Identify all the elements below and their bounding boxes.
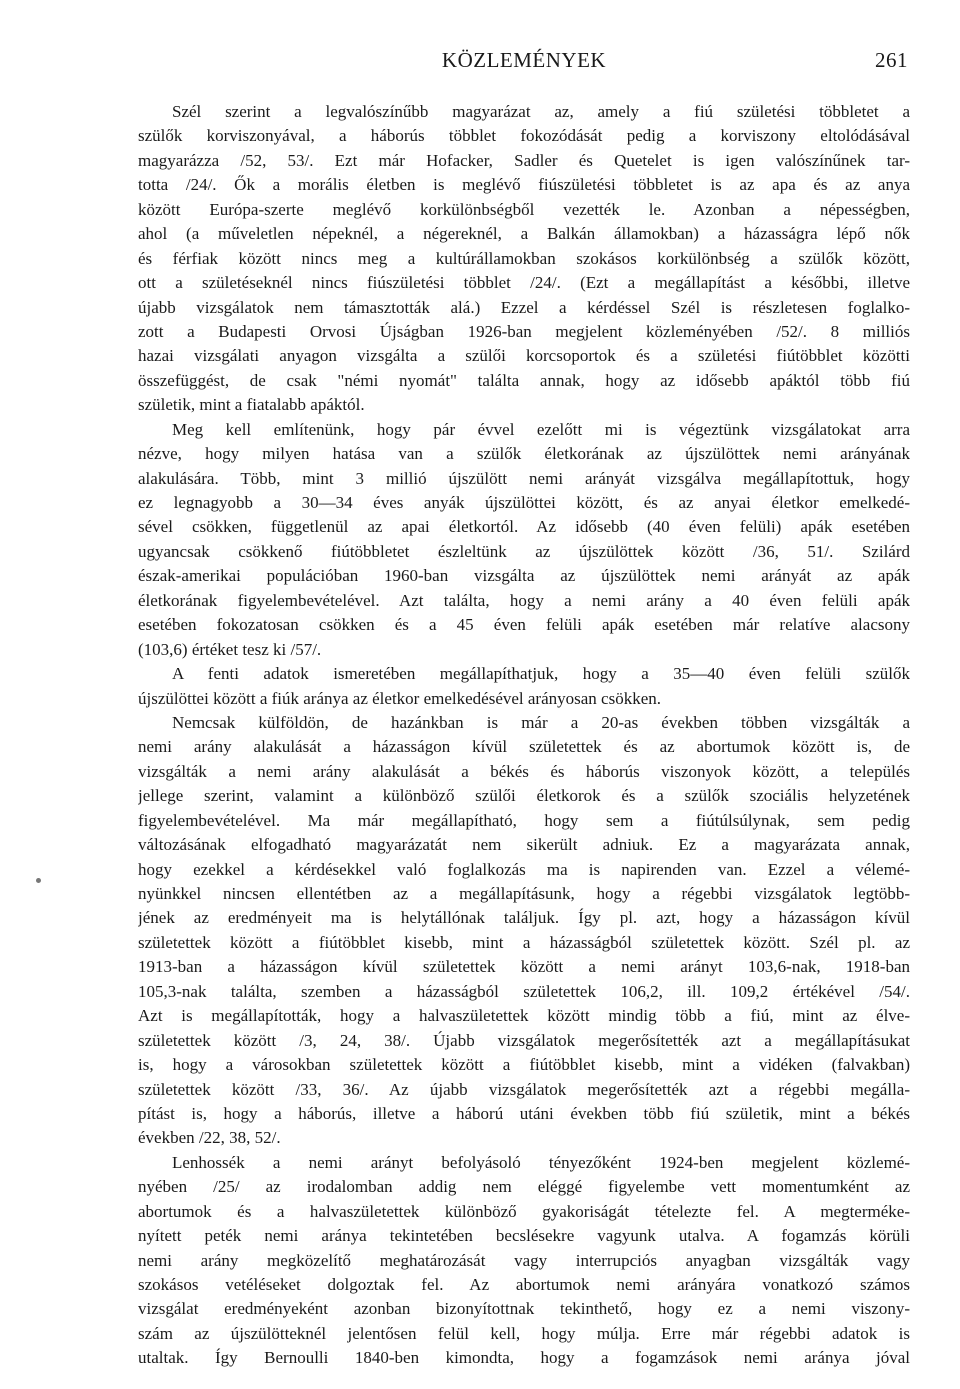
text-line: születettek között /3, 24, 38/. Újabb vizsgálatok megerősítették azt a megállapításukat [138, 1030, 910, 1050]
text-line: Lenhossék a nemi arányt befolyásoló tényezőként 1924-ben megjelent közlemé- [172, 1152, 910, 1172]
text-line: alakulására. Több, mint 3 millió újszülött nemi arányát vizsgálva megállapítottuk, hogy [138, 468, 910, 488]
text-line: ugyancsak csökkenő fiútöbbletet észleltünk az újszülöttek között /36, 51/. Szilárd [138, 541, 910, 561]
body-text [138, 100, 910, 1371]
text-line: ott a születéseknél nincs fiúszületési többlet /24/. (Ezt a megállapítást a későbbi, illetve [138, 273, 910, 293]
text-line: észak-amerikai populációban 1960-ban vizsgálta az újszülöttek nemi arányát az apák [138, 566, 910, 586]
text-line: jének az eredményeit ma is helytállónak találjuk. Így pl. azt, hogy a házasságon kívül [138, 908, 910, 928]
text-line: zott a Budapesti Orvosi Újságban 1926-ban megjelent közleményében /52/. 8 milliós [138, 321, 910, 341]
text-line: vizsgálat eredményeként azonban bizonyítottnak tekinthető, hogy ez a nemi viszony- [138, 1299, 910, 1319]
text-line: és férfiak között nincs meg a kultúrállamokban szokásos korkülönbség a szülők között, [138, 248, 910, 268]
text-line: születettek között /33, 36/. Az újabb vizsgálatok megerősítették azt a régebbi megálla- [138, 1079, 910, 1099]
text-line: Meg kell említenünk, hogy pár évvel ezelőtt mi is végeztünk vizsgálatokat arra [172, 419, 910, 439]
text-line: Azt is megállapították, hogy a halvaszületettek között mindig több a fiú, mint az élve- [138, 1006, 910, 1026]
text-line: abortumok és a halvaszületettek különböző gyakoriságát tételezte fel. A megterméke- [138, 1201, 910, 1221]
text-line: vizsgálták a nemi arány alakulását a békés és háborús viszonyok között, a település [138, 761, 910, 781]
text-line: Nemcsak külföldön, de hazánkban is már a 20-as években többen vizsgálták a [172, 712, 910, 732]
text-line: között Európa-szerte meglévő korkülönbségből vezették le. Azonban a népességben, [138, 199, 910, 219]
text-line: születettek között a fiútöbblet kisebb, mint a házasságból születettek között. Szél pl. az [138, 932, 910, 952]
text-line: években /22, 38, 52/. [138, 1128, 281, 1148]
text-line: 105,3-nak találta, szemben a házasságból születettek 106,2, ill. 109,2 értékével /54/. [138, 981, 910, 1001]
text-line: utaltak. Így Bernoulli 1840-ben kimondta, hogy a fogamzások nemi aránya jóval [138, 1348, 910, 1368]
text-line: nemi arány megközelítő meghatározását vagy interrupciós anyagban vizsgálták vagy [138, 1250, 910, 1270]
text-line: A fenti adatok ismeretében megállapíthatjuk, hogy a 35—40 éven felüli szülők [172, 664, 910, 684]
text-line: hazai vizsgálati anyagon vizsgálta a szülői korcsoportok és a születési fiútöbblet közötti [138, 346, 910, 366]
text-line: ahol (a műveletlen népeknél, a négereknél, a Balkán államokban) a házasságra lépő nők [138, 224, 910, 244]
text-line: szokásos vetéléseket dolgoztak fel. Az abortumok nemi arányára vonatkozó számos [138, 1275, 910, 1294]
running-head-title: KÖZLEMÉNYEK [441, 48, 607, 72]
text-line: változásának elfogadható magyarázatát nem sikerült adniuk. Ez a magyarázata annak, [138, 835, 910, 855]
text-line: figyelembevételével. Ma már megállapítható, hogy sem a fiútúlsúlynak, sem pedig [138, 810, 910, 830]
text-line: életkorának figyelembevételével. Azt találta, hogy a nemi arány a 40 éven felüli apák [138, 590, 910, 610]
text-line: jellege szerint, valamint a különböző szülői életkorok és a szülők szociális helyzetének [138, 786, 910, 806]
text-line: szülők korviszonyával, a háborús többlet fokozódását pedig a korviszony eltolódásával [138, 126, 910, 146]
text-line: 1913-ban a házasságon kívül születettek között a nemi arányt 103,6-nak, 1918-ban [138, 957, 910, 977]
text-line: nyében /25/ az irodalomban addig nem eléggé figyelembe vett momentumként az [138, 1177, 910, 1197]
page [138, 44, 910, 1371]
page-number: 261 [875, 48, 908, 72]
text-line: magyarázza /52, 53/. Ezt már Hofacker, Sadler és Quetelet is igen valószínűnek tar- [138, 150, 910, 170]
text-line: ez legnagyobb a 30—34 éves anyák újszülöttei között, és az anyai életkor emelkedé- [138, 493, 910, 512]
text-line: születik, mint a fiatalabb apáktól. [138, 395, 365, 415]
running-head [138, 44, 910, 78]
text-line: pítást is, hogy a háborús, illetve a háború utáni években több fiú születik, mint a békés [138, 1103, 910, 1123]
text-line: nyünkkel nincsen ellentétben az a megállapításunk, hogy a régebbi vizsgálatok legtöbb- [138, 884, 910, 903]
text-line: nézve, hogy milyen hatása van a szülők életkorának az újszülöttek nemi arányának [138, 444, 910, 464]
text-line: szám az újszülötteknél jelentősen felül kell, hogy múlja. Erre már régebbi adatok is [138, 1323, 910, 1343]
text-line: nyített peték nemi aránya tekintetében becslésekre vagyunk utalva. A fogamzás körüli [138, 1226, 910, 1246]
text-line: újszülöttei között a fiúk aránya az életkor emelkedésével arányosan csökken. [138, 688, 662, 708]
text-line: esetében fokozatosan csökken és a 45 éven felüli apák esetében már relatíve alacsony [138, 615, 910, 635]
text-line: összefüggést, de csak "némi nyomát" találta annak, hogy az idősebb apáktól több fiú [138, 370, 910, 390]
text-line: (103,6) értéket tesz ki /57/. [138, 639, 322, 659]
margin-speck [36, 878, 41, 883]
text-line: totta /24/. Ők a morális életben is meglévő fiúszületési többletet is az apa és az anya [138, 175, 910, 195]
text-line: Szél szerint a legvalószínűbb magyarázat az, amely a fiú születési többletet a [172, 102, 910, 121]
text-line: hogy ezekkel a kérdésekkel való foglalkozás ma is napirenden van. Ezzel a vélemé- [138, 859, 910, 879]
text-line: is, hogy a városokban születettek között a fiútöbblet kisebb, mint a vidéken (falvakban) [138, 1055, 910, 1075]
text-line: nemi arány alakulását a házasságon kívül születettek és az abortumok között is, de [138, 737, 910, 757]
text-line: sével csökken, függetlenül az apai életkortól. Az idősebb (40 éven felüli) apák esetében [138, 517, 910, 537]
text-line: újabb vizsgálatok nem támasztották alá.) Ezzel a kérdéssel Szél is részletesen foglalko- [138, 297, 910, 317]
